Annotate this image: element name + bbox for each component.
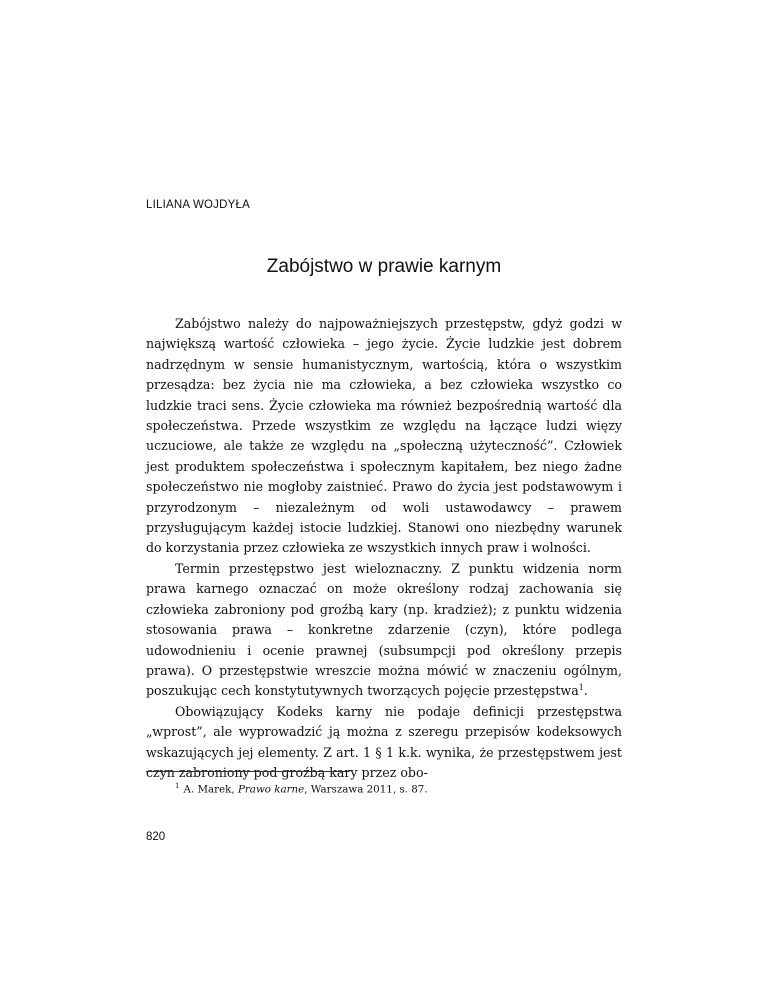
footnote-author: A. Marek,: [183, 783, 235, 796]
running-header-author: LILIANA WOJDYŁA: [146, 199, 250, 211]
paragraph: Zabójstwo należy do najpoważniejszych przestępstw, gdyż godzi w największą wartość człowieka – jego życie. Życie ludzkie jest dobrem nadrzędnym w sensie humanistycznym, wartością, która o wszystkim przesądza: bez życia nie ma człowieka, a bez człowieka wszystko co ludzkie traci sens. Życie człowieka ma również bezpośrednią wartość dla społeczeństwa. Przede wszystkim ze względu na łączące ludzi więzy uczuciowe, ale także ze względu na „społeczną użyteczność”. Człowiek jest produktem społeczeństwa i społecznym kapitałem, bez niego żadne społeczeństwo nie mogłoby zaistnieć. Prawo do życia jest podstawowym i przyrodzonym – niezależnym od woli ustawodawcy – prawem przysługującym każdej istocie ludzkiej. Stanowi ono niezbędny warunek do korzystania przez człowieka ze wszystkich innych praw i wolności.: [146, 316, 622, 556]
page-number: 820: [146, 831, 166, 843]
footnote-reference[interactable]: 1: [578, 683, 584, 693]
paragraph: [146, 559, 622, 702]
article-title: Zabójstwo w prawie karnym: [266, 256, 502, 277]
footnote: [175, 782, 428, 795]
paragraph-end: .: [583, 683, 588, 699]
footnote-divider: [146, 771, 349, 772]
article-body: [146, 314, 622, 783]
footnote-work-title: Prawo karne: [237, 783, 305, 796]
footnote-number: 1: [175, 782, 180, 790]
paragraph: Obowiązujący Kodeks karny nie podaje definicji przestępstwa „wprost”, ale wyprowadzić ją można z szeregu przepisów kodeksowych wskazujących jej elementy. Z art. 1 § 1 k.k. wynika, że przestępstwem jest czyn zabroniony pod groźbą kary przez obo-: [146, 703, 622, 780]
footnote-details: , Warszawa 2011, s. 87.: [304, 783, 428, 796]
paragraph-text: Termin przestępstwo jest wieloznaczny. Z punktu widzenia norm prawa karnego oznaczać on może określony rodzaj zachowania się człowieka zabroniony pod groźbą kary (np. kradzież); z punktu widzenia stosowania prawa – konkretne zdarzenie (czyn), które podlega udowodnieniu i ocenie prawnej (subsumpcji pod określony przepis prawa). O przestępstwie wreszcie można mówić w znaczeniu ogólnym, poszukując cech konstytutywnych tworzących pojęcie przestępstwa: [146, 560, 622, 699]
